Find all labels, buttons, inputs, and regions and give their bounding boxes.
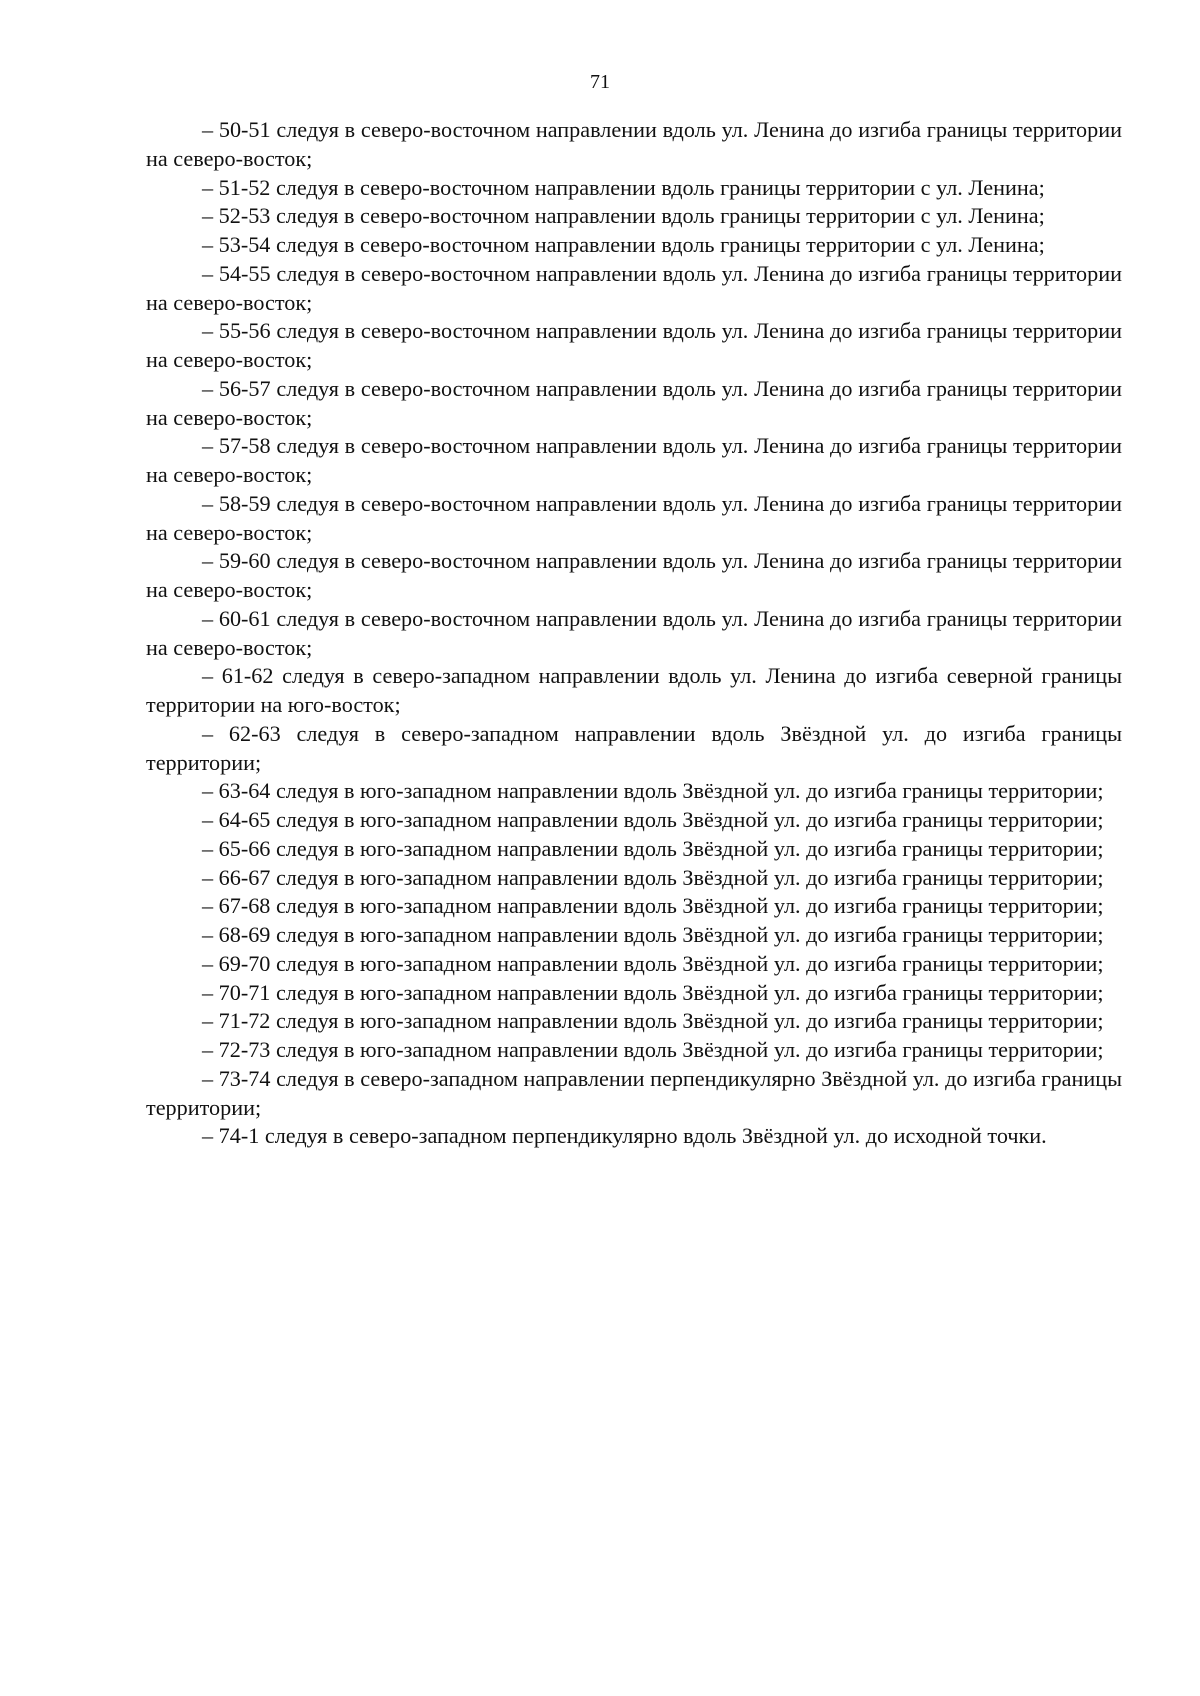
page-number: 71 — [590, 71, 610, 93]
boundary-segment-54-55: – 54-55 следуя в северо-восточном направлении вдоль ул. Ленина до изгиба границы территории на северо-восток; — [146, 260, 1122, 315]
boundary-segment-66-67: – 66-67 следуя в юго-западном направлении вдоль Звёздной ул. до изгиба границы территории; — [202, 864, 1104, 890]
boundary-segment-61-62: – 61-62 следуя в северо-западном направлении вдоль ул. Ленина до изгиба северной границы территории на юго-восток; — [146, 663, 1122, 717]
boundary-segment-72-73: – 72-73 следуя в юго-западном направлении вдоль Звёздной ул. до изгиба границы территории; — [202, 1037, 1104, 1062]
boundary-description-list — [146, 116, 1122, 1151]
boundary-segment-60-61: – 60-61 следуя в северо-восточном направлении вдоль ул. Ленина до изгиба границы территории на северо-восток; — [146, 605, 1122, 660]
boundary-segment-64-65: – 64-65 следуя в юго-западном направлении вдоль Звёздной ул. до изгиба границы территории; — [202, 807, 1104, 832]
boundary-segment-62-63: – 62-63 следуя в северо-западном направлении вдоль Звёздной ул. до изгиба границы территории; — [146, 720, 1122, 775]
boundary-segment-74-1: – 74-1 следуя в северо-западном перпендикулярно вдоль Звёздной ул. до исходной точки. — [202, 1123, 1047, 1149]
boundary-segment-59-60: – 59-60 следуя в северо-восточном направлении вдоль ул. Ленина до изгиба границы территории на северо-восток; — [146, 548, 1122, 602]
boundary-segment-65-66: – 65-66 следуя в юго-западном направлении вдоль Звёздной ул. до изгиба границы территории; — [202, 835, 1104, 861]
boundary-segment-58-59: – 58-59 следуя в северо-восточном направлении вдоль ул. Ленина до изгиба границы территории на северо-восток; — [146, 490, 1122, 545]
boundary-segment-51-52: – 51-52 следуя в северо-восточном направлении вдоль границы территории с ул. Ленина; — [202, 174, 1045, 200]
boundary-segment-57-58: – 57-58 следуя в северо-восточном направлении вдоль ул. Ленина до изгиба границы территории на северо-восток; — [146, 433, 1122, 487]
boundary-segment-52-53: – 52-53 следуя в северо-восточном направлении вдоль границы территории с ул. Ленина; — [202, 203, 1045, 229]
boundary-segment-53-54: – 53-54 следуя в северо-восточном направлении вдоль границы территории с ул. Ленина; — [202, 232, 1045, 257]
boundary-segment-70-71: – 70-71 следуя в юго-западном направлении вдоль Звёздной ул. до изгиба границы территории; — [202, 979, 1104, 1005]
boundary-segment-73-74: – 73-74 следуя в северо-западном направлении перпендикулярно Звёздной ул. до изгиба границы территории; — [146, 1065, 1122, 1120]
boundary-segment-68-69: – 68-69 следуя в юго-западном направлении вдоль Звёздной ул. до изгиба границы территории; — [202, 922, 1104, 947]
boundary-segment-55-56: – 55-56 следуя в северо-восточном направлении вдоль ул. Ленина до изгиба границы территории на северо-восток; — [146, 318, 1122, 372]
boundary-segment-69-70: – 69-70 следуя в юго-западном направлении вдоль Звёздной ул. до изгиба границы территории; — [202, 950, 1104, 976]
boundary-segment-71-72: – 71-72 следуя в юго-западном направлении вдоль Звёздной ул. до изгиба границы территории; — [202, 1008, 1104, 1034]
boundary-segment-63-64: – 63-64 следуя в юго-западном направлении вдоль Звёздной ул. до изгиба границы территории; — [202, 778, 1104, 804]
boundary-segment-67-68: – 67-68 следуя в юго-западном направлении вдоль Звёздной ул. до изгиба границы территории; — [202, 893, 1104, 919]
boundary-segment-50-51: – 50-51 следуя в северо-восточном направлении вдоль ул. Ленина до изгиба границы территории на северо-восток; — [146, 117, 1122, 171]
boundary-segment-56-57: – 56-57 следуя в северо-восточном направлении вдоль ул. Ленина до изгиба границы территории на северо-восток; — [146, 375, 1122, 430]
